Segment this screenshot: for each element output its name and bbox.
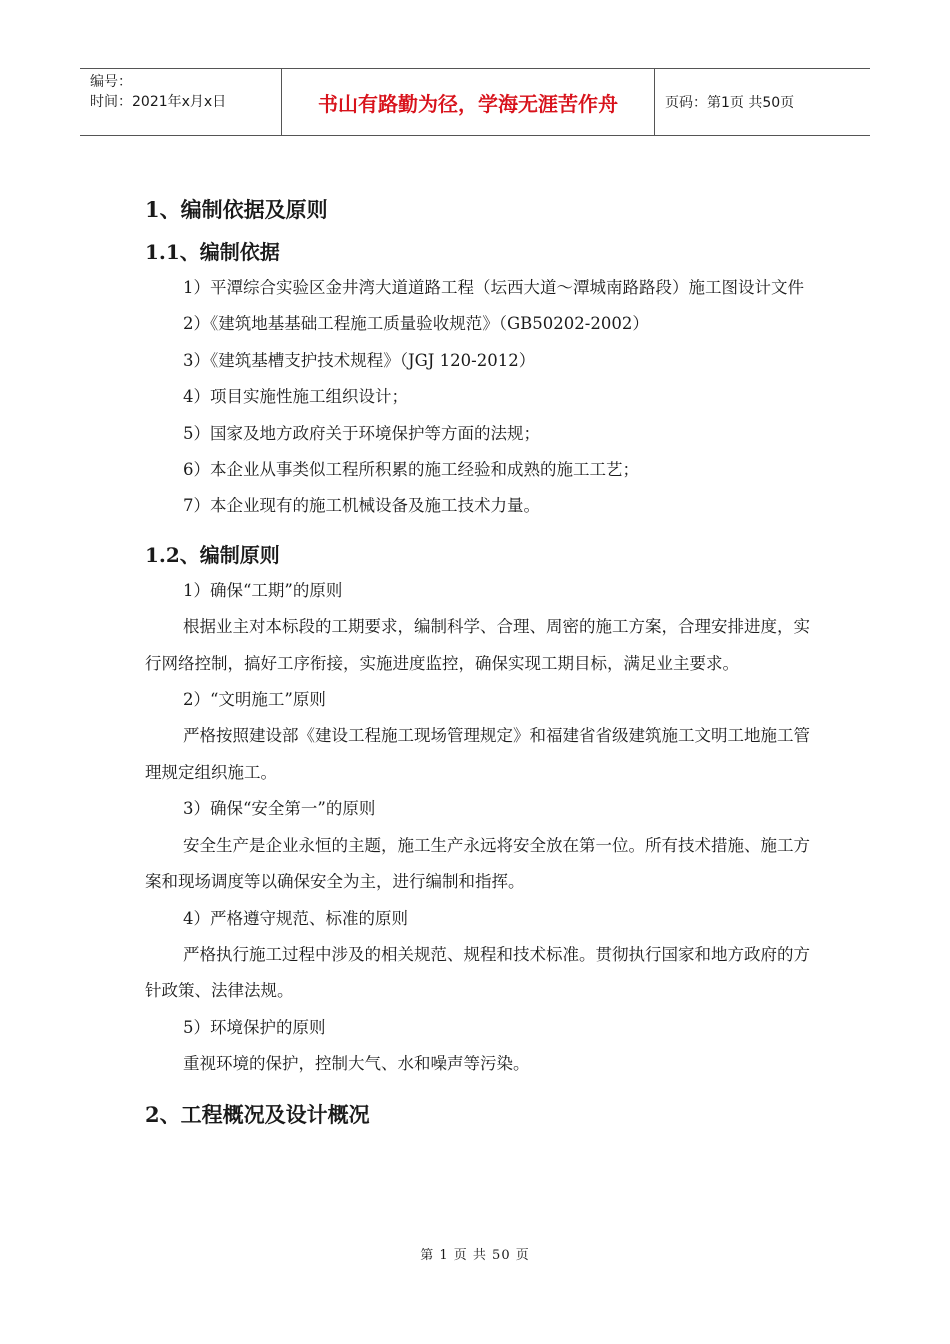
principle-1-body: 根据业主对本标段的工期要求，编制科学、合理、周密的施工方案，合理安排进度，实行网络控制，搞好工序衔接，实施进度监控，确保实现工期目标，满足业主要求。 [145, 617, 810, 673]
header-motto: 书山有路勤为径，学海无涯苦作舟 [282, 69, 655, 135]
principle-4-body: 严格执行施工过程中涉及的相关规范、规程和技术标准。贯彻执行国家和地方政府的方针政策、法律法规。 [145, 944, 810, 1001]
basis-item-2: 2）《建筑地基基础工程施工质量验收规范》（GB50202-2002） [183, 314, 649, 334]
principle-1-title: 1）确保“工期”的原则 [183, 580, 343, 600]
basis-item-7: 7）本企业现有的施工机械设备及施工技术力量。 [183, 496, 540, 516]
basis-item-5: 5）国家及地方政府关于环境保护等方面的法规； [183, 423, 540, 443]
code-label: 编号： [90, 74, 132, 90]
basis-item-6: 6）本企业从事类似工程所积累的施工经验和成熟的施工工艺； [183, 460, 639, 480]
principle-3-title: 3）确保“安全第一”的原则 [183, 799, 376, 819]
basis-item-4: 4）项目实施性施工组织设计； [183, 387, 408, 407]
section-2-title: 2、工程概况及设计概况 [145, 1101, 370, 1127]
document-body [145, 192, 810, 1133]
principle-5-title: 5）环境保护的原则 [183, 1017, 326, 1037]
header-meta [80, 69, 282, 135]
header-page-info: 页码：第1页 共50页 [665, 95, 795, 111]
principle-5-body: 重视环境的保护，控制大气、水和噪声等污染。 [183, 1054, 530, 1074]
date-label: 时间：2021年x月x日 [90, 94, 227, 110]
principle-2-title: 2）“文明施工”原则 [183, 690, 326, 710]
principle-3-body: 安全生产是企业永恒的主题，施工生产永远将安全放在第一位。所有技术措施、施工方案和现场调度等以确保安全为主，进行编制和指挥。 [145, 835, 810, 892]
page-header [80, 68, 870, 136]
basis-item-1: 1）平潭综合实验区金井湾大道道路工程（坛西大道～潭城南路路段）施工图设计文件 [183, 278, 804, 297]
principle-4-title: 4）严格遵守规范、标准的原则 [183, 908, 408, 928]
section-1-1-title: 1.1、编制依据 [145, 240, 280, 264]
page-footer: 第 1 页 共 50 页 [420, 1248, 530, 1263]
principle-2-body: 严格按照建设部《建设工程施工现场管理规定》和福建省省级建筑施工文明工地施工管理规定组织施工。 [145, 726, 810, 782]
section-1-2-title: 1.2、编制原则 [145, 542, 280, 567]
section-1-title: 1、编制依据及原则 [145, 197, 328, 222]
basis-item-3: 3）《建筑基槽支护技术规程》（JGJ 120-2012） [183, 350, 536, 370]
